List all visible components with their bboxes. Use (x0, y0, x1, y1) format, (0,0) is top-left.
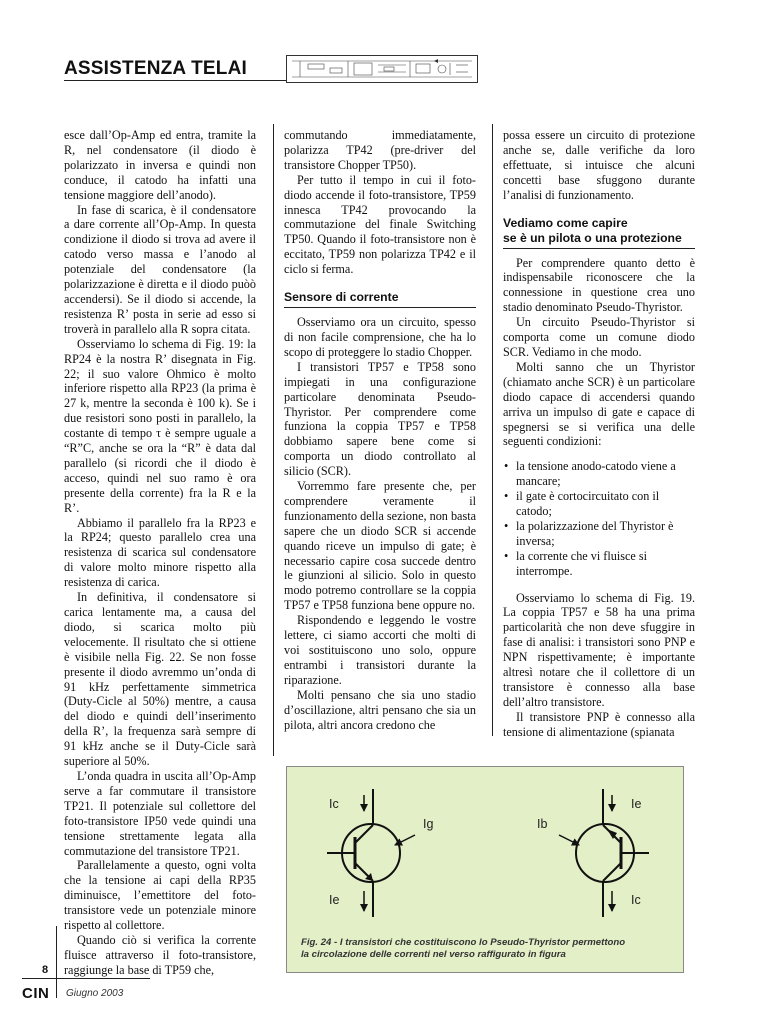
section-heading-pilot-or-protection (503, 216, 695, 249)
heading-line: se è un pilota o una protezione (503, 230, 682, 245)
text-column-3 (503, 128, 695, 740)
page-number: 8 (42, 964, 49, 976)
text-column-2 (284, 128, 476, 732)
paragraph: I transistori TP57 e TP58 sono impiegati in una configurazione particolare denominata Pseudo-Thyristor. Per comprendere come funziona la coppia TP57 e TP58 dobbiamo sapere bene come si comporta un diodo controllato al silicio (SCR). (284, 359, 476, 479)
caption-line: la circolazione delle correnti nel verso raffigurato in figura (301, 949, 566, 960)
list-item: • la tensione anodo-catodo viene a mancare; (503, 459, 695, 489)
paragraph: Un circuito Pseudo-Thyristor si comporta come un comune diodo SCR. Vediamo in che modo. (503, 315, 695, 359)
paragraph: Quando ciò si verifica la corrente fluisce attraverso il foto-transistore, raggiunge la base di TP59 che, (64, 932, 256, 977)
label-right-ib: Ib (537, 817, 548, 831)
issue-date: Giugno 2003 (66, 988, 124, 999)
header-rule (64, 80, 286, 81)
footer-rule (22, 978, 150, 979)
paragraph: commutando immediatamente, polarizza TP42 (pre-driver del transistore Chopper TP50). (284, 128, 476, 172)
paragraph: In fase di scarica, è il condensatore a dare corrente all’Op-Amp. In questa condizione il diodo si trova ad avere il catodo verso massa e l’anodo al potenziale del condensatore (la polarizzazione è diretta e il diodo puòò accendersi). Se il diodo si accende, la resistenza R’ posta in serie ad esso si troverà in parallelo alla R sopra citata. (64, 202, 256, 336)
paragraph: Abbiamo il parallelo fra la RP23 e la RP24; questo parallelo crea una resistenza di scarica sul condensatore di valore molto minore rispetto alla resistenza di carica. (64, 515, 256, 590)
paragraph: Per tutto il tempo in cui il foto-diodo accende il foto-transistore, TP59 innesca TP42 provocando la commutazione del finale Switching TP50. Quando il foto-transistore non è eccitato, TP59 non polarizza TP42 e il ciclo si ferma. (284, 172, 476, 277)
footer-vertical-rule (56, 926, 57, 998)
label-left-ie: Ie (329, 893, 340, 907)
magazine-logo: CIN (22, 985, 50, 1002)
label-right-ie: Ie (631, 797, 642, 811)
list-item: • il gate è cortocircuitato con il catodo; (503, 489, 695, 519)
paragraph: L’onda quadra in uscita all’Op-Amp serve a far commutare il transistore TP21. Il potenziale sul collettore del foto-transistore IP50 vede quindi una tensione strettamente legata alla commutazione del transistore TP21. (64, 768, 256, 858)
condition-list (503, 459, 695, 578)
label-left-ic: Ic (329, 797, 339, 811)
text-column-1 (64, 128, 256, 978)
paragraph: In definitiva, il condensatore si carica lentamente ma, a causa del diodo, si scarica molto più velocemente. Il risultato che si ottiene è visibile nella Fig. 22. Se non fosse presente il diodo avremmo un’onda di 91 kHz perfettamente simmetrica (Duty-Cicle al 50%) mentre, a causa del diodo e quindi dell’inserimento della R’, la frequenza sarà sempre di 91 kHz anche se il Duty-Cicle sarà superiore al 50%. (64, 590, 256, 769)
paragraph: esce dall’Op-Amp ed entra, tramite la R, nel condensatore (il diodo è polarizzato in inversa e quindi non conduce, il catodo ha infatti una tensione maggiore dell’anodo). (64, 128, 256, 202)
paragraph: Osserviamo lo schema di Fig. 19: la RP24 è la nostra R’ disegnata in Fig. 22; il suo valore Ohmico è molto inferiore rispetto alla RP23 (la prima è 27 k, mentre la seconda è 100 k). Se i due resistori sono posti in parallelo, la costante di tempo τ è sempre uguale a “R”C, anche se ora la “R” è data dal parallelo (si ricordi che il diodo è acceso, quindi nel suo ramo è ora presente della corrente) fra la R e la R’. (64, 336, 256, 515)
paragraph: Molti pensano che sia uno stadio d’oscillazione, altri pensano che sia un pilota, altri ancora credono che (284, 687, 476, 732)
column-divider-1 (273, 124, 274, 756)
paragraph: Parallelamente a questo, ogni volta che la tensione ai capi della RP35 diminuisce, l’emettitore del foto-transistore vede un potenziale minore rispetto al collettore. (64, 858, 256, 933)
paragraph: Per comprendere quanto detto è indispensabile riconoscere che la connessione in questione crea uno stadio denominato Pseudo-Thyristor. (503, 255, 695, 315)
column-divider-2 (492, 124, 493, 736)
paragraph: Rispondendo e leggendo le vostre lettere, ci siamo accorti che molti di voi sostituiscono uno solo, oppure entrambi i transistori durante la riparazione. (284, 613, 476, 687)
caption-line: Fig. 24 - I transistori che costituiscono lo Pseudo-Thyristor permettono (301, 937, 626, 948)
heading-line: Vediamo come capire (503, 215, 628, 230)
paragraph: Osserviamo lo schema di Fig. 19. La coppia TP57 e 58 ha una prima particolarità che non deve sfuggire in fase di analisi: i transistori sono PNP e NPN rispettivamente; è importante altresì notare che il collettore di un transistore è connesso alla base dell’altro transistore. (503, 590, 695, 709)
paragraph: Molti sanno che un Thyristor (chiamato anche SCR) è un particolare diodo capace di accendersi quando arriva un impulso di gate e capace di spegnersi se si verifica una delle seguenti condizioni: (503, 359, 695, 449)
paragraph: Vorremmo fare presente che, per comprendere veramente il funzionamento della sezione, non basta sapere che un diodo SCR si accende quando riceve un impulso di gate; è necessario capire cosa succede dentro le giunzioni al silicio. Solo in questo modo potremo controllare se la coppia TP57 e TP58 funziona bene oppure no. (284, 479, 476, 613)
section-heading-current-sensor: Sensore di corrente (284, 290, 476, 308)
paragraph: Il transistore PNP è connesso alla tensione di alimentazione (spianata (503, 709, 695, 739)
label-right-ic: Ic (631, 893, 641, 907)
list-item: • la polarizzazione del Thyristor è inversa; (503, 519, 695, 549)
paragraph: possa essere un circuito di protezione anche se, dalle verifiche da loro effettuate, si intuisce che alcuni concetti base sfuggono durante l’analisi di funzionamento. (503, 128, 695, 202)
header-schematic-thumbnail (286, 55, 478, 83)
figure-24 (286, 766, 684, 973)
list-item: • la corrente che vi fluisce si interrompe. (503, 549, 695, 579)
label-left-ig: Ig (423, 817, 434, 831)
paragraph: Osserviamo ora un circuito, spesso di non facile comprensione, che ha lo scopo di proteggere lo stadio Chopper. (284, 315, 476, 359)
figure-caption (301, 937, 673, 961)
section-title: ASSISTENZA TELAI (64, 58, 248, 79)
